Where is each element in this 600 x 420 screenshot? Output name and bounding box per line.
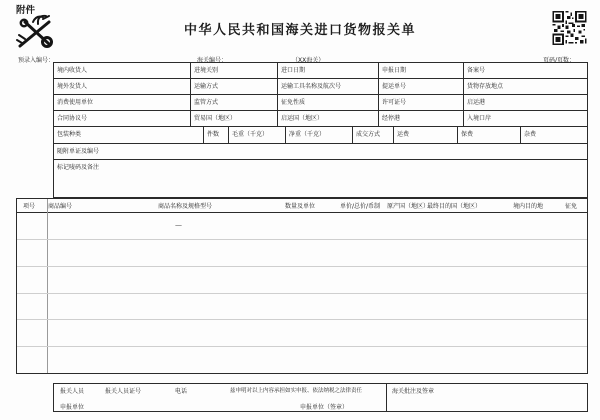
- form-cell-net-weight: 净重（千克）: [285, 126, 352, 143]
- goods-col-price-currency: 单价/总价/币制: [340, 203, 381, 210]
- goods-table: [16, 198, 588, 374]
- form-cell-attached-documents: 随附单证及编号: [53, 143, 588, 159]
- declarant-label: 报关人员: [60, 388, 85, 395]
- form-cell-record-no: 备案号: [463, 62, 588, 78]
- page-count-label: 页码/页数：: [543, 57, 576, 64]
- goods-placeholder-dash: —: [175, 221, 182, 229]
- goods-row-line: [17, 346, 587, 347]
- form-cell-supervision-mode: 监管方式: [190, 94, 277, 110]
- form-cell-transport-mode: 运输方式: [190, 78, 277, 94]
- goods-row-line: [17, 293, 587, 294]
- goods-col-name-spec: 商品名称及规格型号: [158, 203, 213, 210]
- form-cell-entry-customs: 进境关别: [190, 62, 277, 78]
- form-cell-consumer-unit: 消费使用单位: [53, 94, 190, 110]
- form-cell-vessel-voyage: 运输工具名称及航次号: [277, 78, 378, 94]
- declaring-unit-label: 申报单位: [60, 404, 85, 411]
- form-cell-consignee: 境内收货人: [53, 62, 190, 78]
- form-cell-transit-port: 经停港: [378, 110, 463, 126]
- page-title: 中华人民共和国海关进口货物报关单: [183, 23, 416, 38]
- form-cell-entry-port: 入境口岸: [463, 110, 588, 126]
- footer-divider: [386, 384, 387, 411]
- phone-label: 电话: [175, 388, 188, 395]
- form-cell-consignor: 境外发货人: [53, 78, 190, 94]
- goods-row-line: [17, 319, 587, 320]
- goods-col-item-no: 项号: [23, 203, 36, 210]
- form-cell-insurance: 保费: [457, 126, 520, 143]
- form-cell-marks-remarks: 标记唛码及备注: [53, 159, 588, 198]
- form-cell-freight: 运费: [393, 126, 457, 143]
- form-cell-departure-country: 启运国（地区）: [277, 110, 378, 126]
- form-cell-license-no: 许可证号: [378, 94, 463, 110]
- form-cell-misc-fees: 杂费: [520, 126, 588, 143]
- customs-no-label: 海关编号：: [197, 57, 228, 64]
- declaration-form: [53, 62, 588, 198]
- goods-col-destination-country: 最终目的国（地区）: [427, 203, 482, 210]
- goods-col-origin-country: 原产国（地区）: [387, 203, 430, 210]
- qr-code: [551, 11, 588, 45]
- preentry-no-label: 预录入编号：: [18, 57, 55, 64]
- attachment-label: 附件: [16, 5, 36, 16]
- declarant-id-label: 报关人员证号: [105, 388, 142, 395]
- form-cell-departure-port: 启运港: [463, 94, 588, 110]
- form-cell-gross-weight: 毛重（千克）: [228, 126, 285, 143]
- form-cell-exemption-nature: 征免性质: [277, 94, 378, 110]
- goods-row-line: [17, 266, 587, 267]
- customs-notes-label: 海关批注及签章: [392, 388, 435, 395]
- goods-col-qty-unit: 数量及单位: [285, 203, 316, 210]
- declaring-unit-seal-label: 申报单位（签章）: [300, 404, 349, 411]
- form-cell-contract-no: 合同协议号: [53, 110, 190, 126]
- form-cell-storage-place: 货物存放地点: [463, 78, 588, 94]
- form-cell-trade-country: 贸易国（地区）: [190, 110, 277, 126]
- form-cell-declare-date: 申报日期: [378, 62, 463, 78]
- goods-col-exemption: 征免: [565, 203, 578, 210]
- form-cell-import-date: 进口日期: [277, 62, 378, 78]
- form-cell-bill-no: 提运单号: [378, 78, 463, 94]
- declaration-statement: 兹申明对以上内容承担如实申报、依法纳税之法律责任: [230, 388, 363, 394]
- goods-col-domestic-destination: 境内目的地: [513, 203, 544, 210]
- goods-col-commodity-code: 商品编号: [48, 203, 73, 210]
- form-cell-pieces: 件数: [203, 126, 228, 143]
- goods-row-line: [17, 239, 587, 240]
- customs-office-hint: （XX海关）: [292, 57, 325, 64]
- form-cell-package-type: 包装种类: [53, 126, 203, 143]
- form-cell-transaction-mode: 成交方式: [352, 126, 393, 143]
- goods-header-rule: [17, 212, 587, 213]
